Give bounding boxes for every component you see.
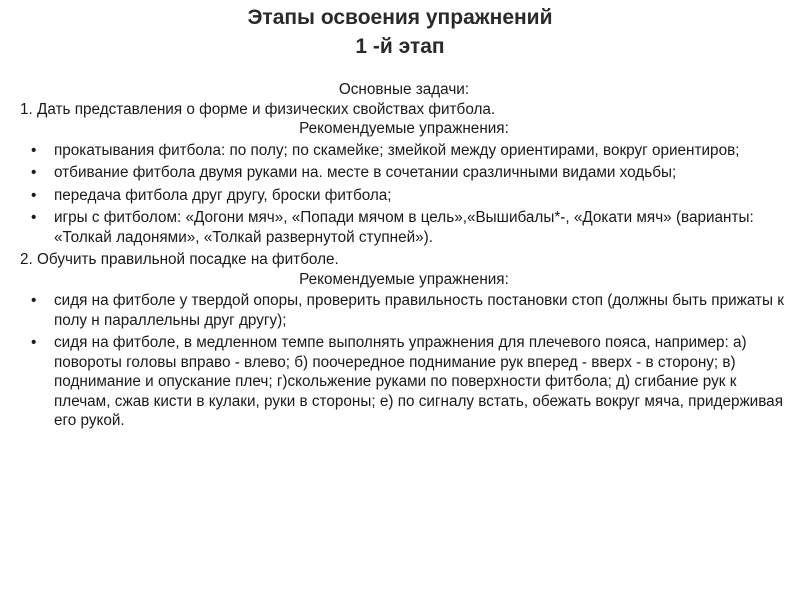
bullet-icon: • bbox=[31, 141, 37, 159]
list-item bbox=[24, 186, 784, 206]
page-subtitle: 1 -й этап bbox=[355, 35, 445, 58]
bullet-icon: • bbox=[31, 292, 37, 309]
list-item bbox=[24, 333, 784, 431]
list-item-text: передача фитбола друг другу, броски фитбола; bbox=[54, 186, 392, 204]
task-1: 1. Дать представления о форме и физических свойствах фитбола. bbox=[20, 100, 496, 118]
exercise-list-2 bbox=[24, 291, 784, 431]
list-item bbox=[24, 163, 784, 183]
document-body bbox=[20, 80, 784, 434]
list-item-text: отбивание фитбола двумя руками на. месте в сочетании сразличными видами ходьбы; bbox=[54, 164, 677, 181]
page-title: Этапы освоения упражнений bbox=[247, 6, 553, 29]
exercises-heading-1: Рекомендуемые упражнения: bbox=[299, 120, 509, 137]
task-2: 2. Обучить правильной посадке на фитболе. bbox=[20, 251, 339, 268]
bullet-icon: • bbox=[31, 186, 37, 204]
exercises-heading-2: Рекомендуемые упражнения: bbox=[299, 270, 509, 288]
list-item bbox=[24, 291, 784, 330]
list-item-text: сидя на фитболе, в медленном темпе выполнять упражнения для плечевого пояса, например: а) повороты головы вправо - влево; б) поочередное поднимание рук вперед - вверх - в сторону; в) поднимание и опускание плеч; г)скольжение руками по поверхности фитбола; д) сгибание рук к плечам, сжав кисти в кулаки, руки в стороны; е) по сигналу встать, обежать вокруг мяча, придерживая его рукой. bbox=[54, 334, 783, 429]
list-item bbox=[24, 141, 784, 161]
bullet-icon: • bbox=[31, 164, 37, 181]
bullet-icon: • bbox=[31, 209, 37, 226]
list-item bbox=[24, 208, 784, 247]
list-item-text: игры с фитболом: «Догони мяч», «Попади мячом в цель»,«Вышибалы*-, «Докати мяч» (варианты: «Толкай ладонями», «Толкай развернутой ступней»). bbox=[54, 209, 754, 246]
exercise-list-1 bbox=[24, 141, 784, 248]
bullet-icon: • bbox=[31, 334, 37, 351]
list-item-text: сидя на фитболе у твердой опоры, проверить правильность постановки стоп (должны быть прижаты к полу н параллельны друг другу); bbox=[54, 292, 784, 329]
main-tasks-heading: Основные задачи: bbox=[338, 81, 470, 98]
list-item-text: прокатывания фитбола: по полу; по скамейке; змейкой между ориентирами, вокруг ориентиров; bbox=[54, 141, 740, 159]
